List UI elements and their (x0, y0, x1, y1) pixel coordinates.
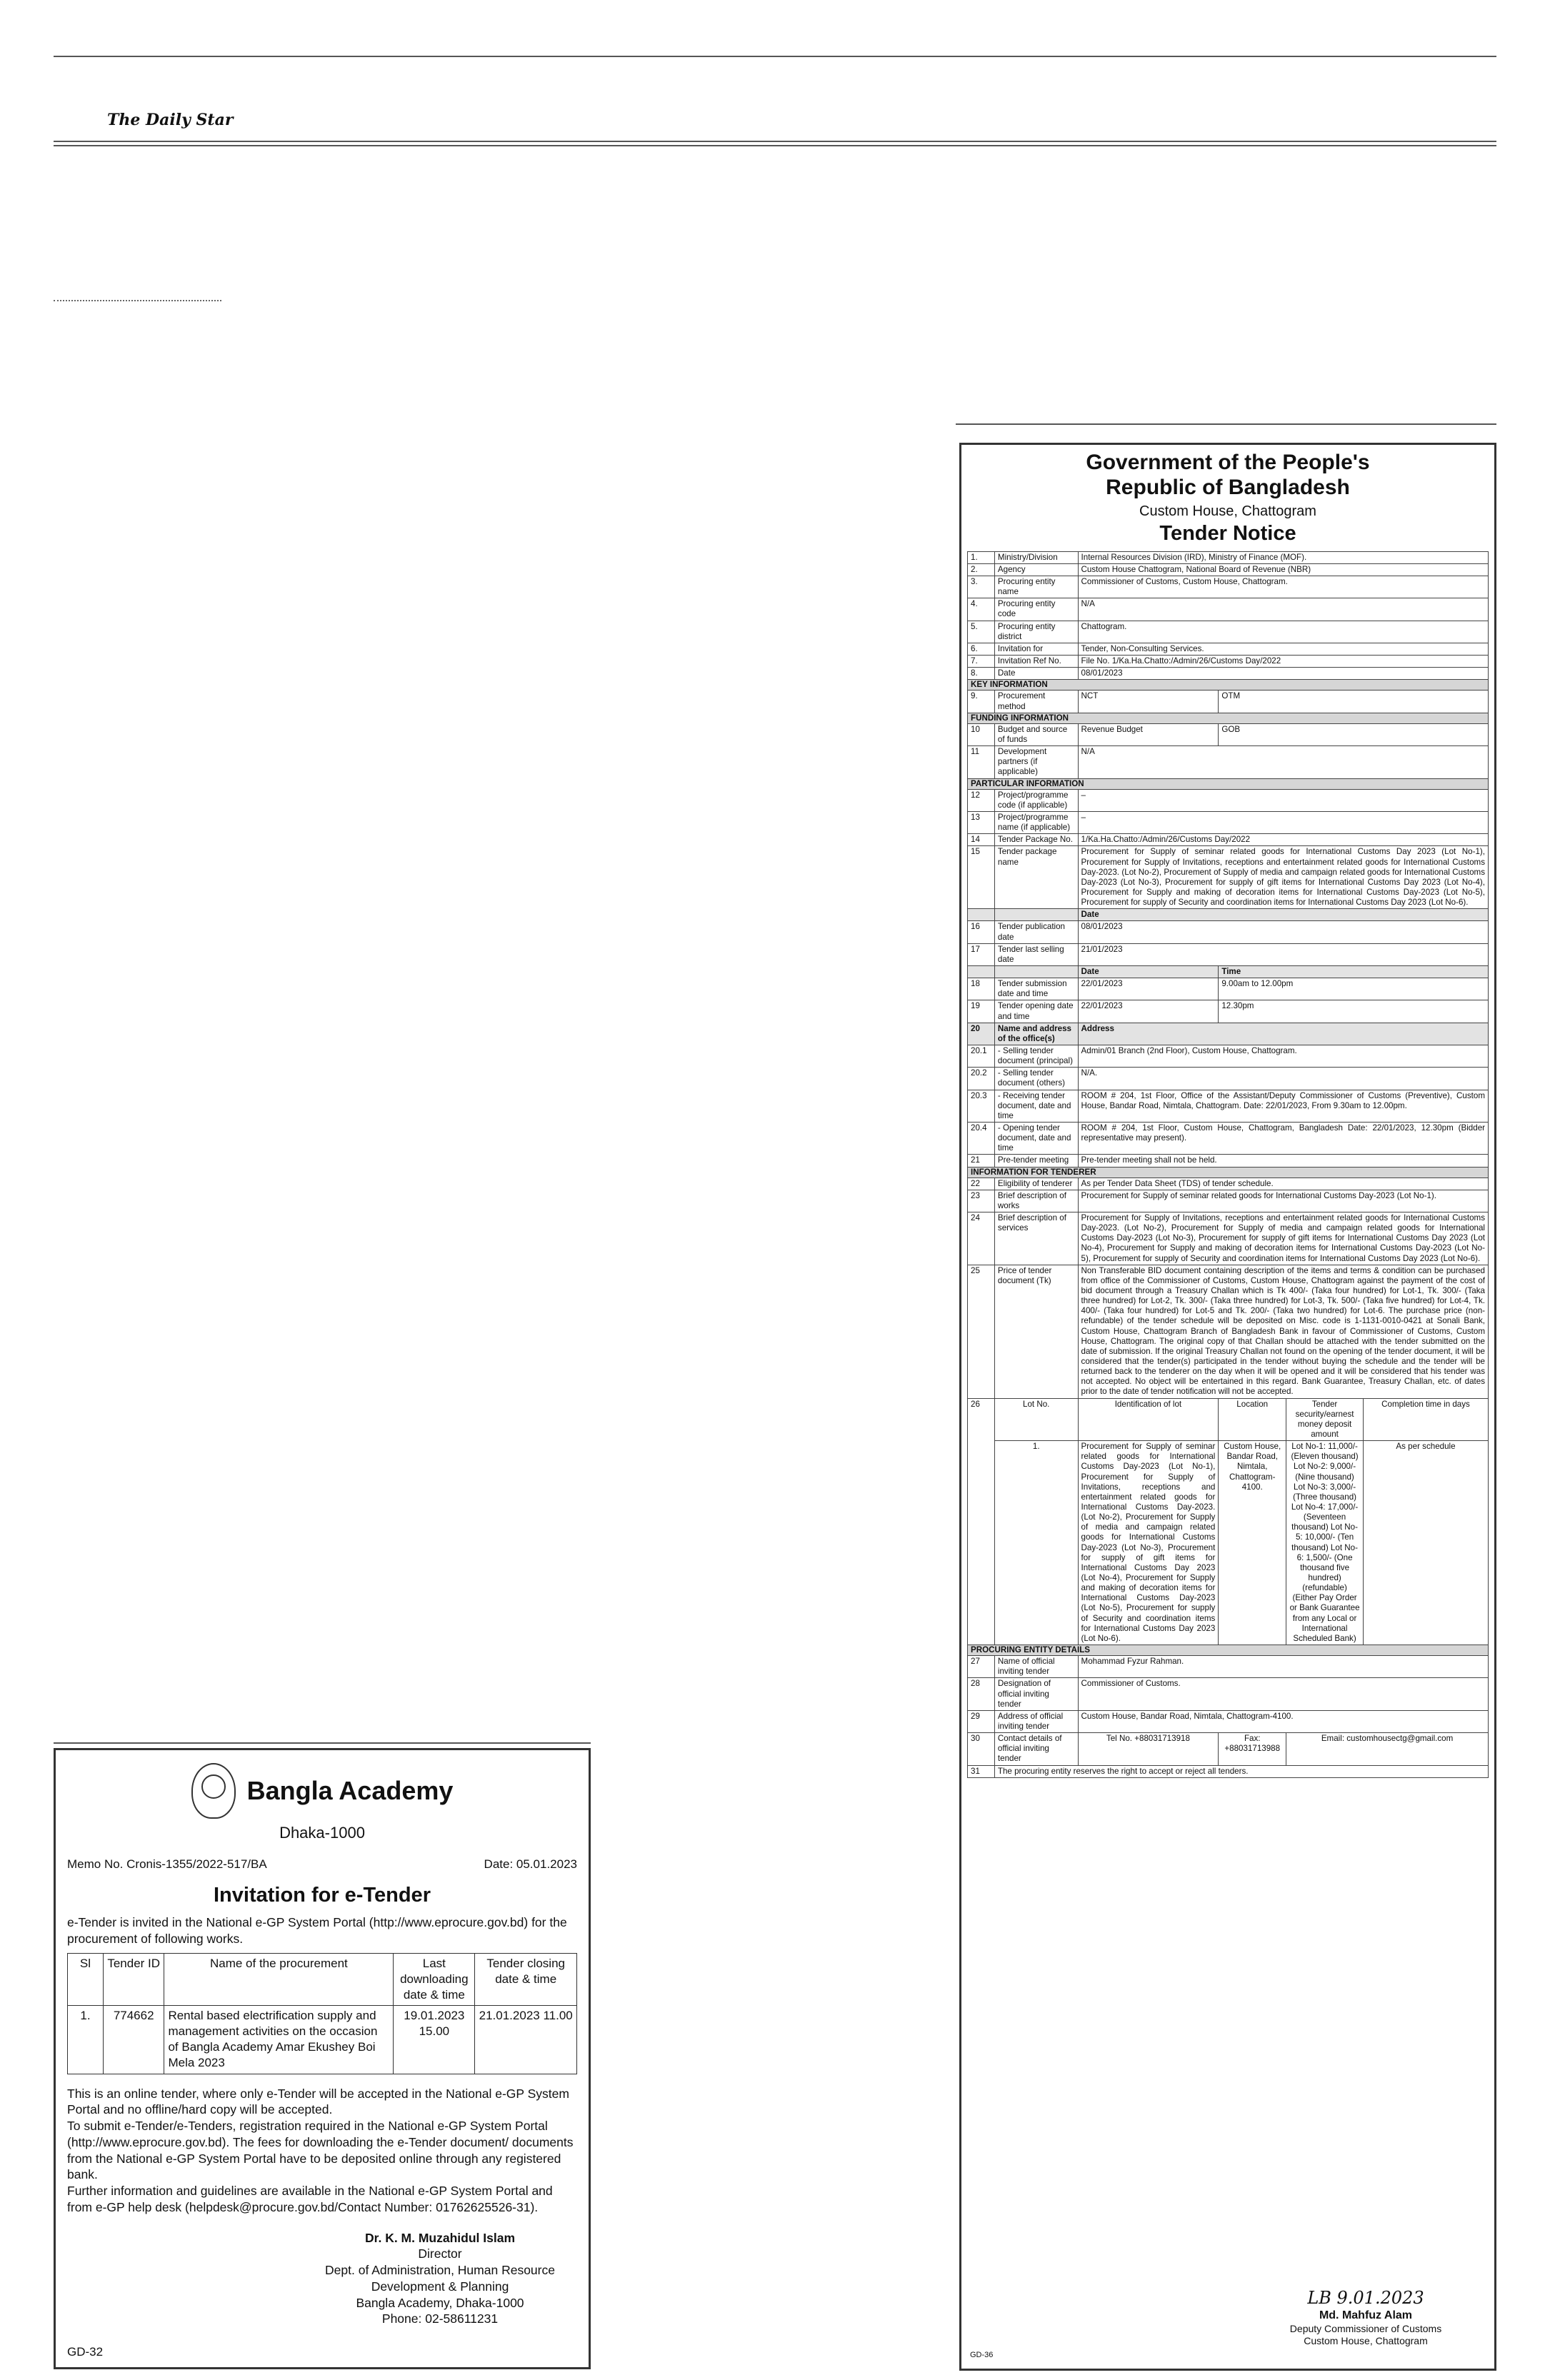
tn-value: Chattogram. (1078, 621, 1488, 643)
tn-lot-th: Completion time in days (1364, 1398, 1489, 1441)
tn-no: 30 (968, 1733, 995, 1765)
table-row (968, 834, 1489, 846)
table-row (968, 1733, 1489, 1765)
tn-label: Procurement method (994, 691, 1078, 713)
tn-value: 12.30pm (1219, 1000, 1489, 1023)
tn-date-label: Date (1078, 965, 1219, 978)
tn-label: Name and address of the office(s) (994, 1023, 1078, 1045)
tn-value: Address (1078, 1023, 1488, 1045)
tn-value: N/A (1078, 746, 1488, 778)
tn-value: ROOM # 204, 1st Floor, Office of the Assistant/Deputy Commissioner of Customs (Preventive), Custom House, Bandar Road, Nimtala, Chattogram. Date: 22/01/2023, From 9.30am to 12.00pm. (1078, 1090, 1488, 1122)
tn-label: Budget and source of funds (994, 723, 1078, 745)
tn-no: 20.4 (968, 1122, 995, 1154)
tn-no: 29 (968, 1710, 995, 1732)
tn-section-key (968, 680, 1489, 691)
table-row (968, 1265, 1489, 1398)
tn-title: Tender Notice (1159, 522, 1296, 546)
tn-label: Project/programme code (if applicable) (994, 789, 1078, 811)
table-row (968, 1678, 1489, 1710)
tn-label: Development partners (if applicable) (994, 746, 1078, 778)
tn-label: - Selling tender document (others) (994, 1068, 1078, 1090)
ba-cell-closing: 21.01.2023 11.00 (475, 2006, 577, 2074)
ba-signer-dept: Dept. of Administration, Human Resource Development & Planning (325, 2263, 555, 2294)
tn-tel: Tel No. +88031713918 (1078, 1733, 1219, 1765)
tn-lot-security: Lot No-1: 11,000/- (Eleven thousand) Lot No-2: 9,000/- (Nine thousand) Lot No-3: 3,000/- (Three thousand) Lot No-4: 17,000/- (Seventeen thousand) Lot No-5: 10,000/- (Ten thousand) Lot No-6: 1,500/- (One thousand five hundred) (refundable) (Either Pay Order or Bank Guarantee from any Local or International Scheduled Bank) (1286, 1441, 1364, 1645)
tn-no: 18 (968, 978, 995, 1000)
tn-no: 5. (968, 621, 995, 643)
ba-memo-row (67, 1857, 577, 1872)
ba-th-sl: Sl (68, 1953, 104, 2005)
tn-value: 22/01/2023 (1078, 978, 1219, 1000)
tn-no: 10 (968, 723, 995, 745)
table-row (968, 1765, 1489, 1777)
dotted-rule (54, 300, 221, 301)
tn-signature-block (1266, 2288, 1466, 2347)
tn-value: Procurement for Supply of Invitations, receptions and entertainment related goods for International Customs Day-2023. (Lot No-2), Procurement for Supply of media and campaign related goods for International Customs Day-2023 (Lot No-3), Procurement for supply of gift items for International Customs Day 2023 (Lot No-4), Procurement for Supply and making of decoration items for International Customs Day-2023 (Lot No-5), Procurement for supply of Security and coordination items for International Customs Day 2023 (Lot No-6). (1078, 1212, 1488, 1265)
table-row (968, 1212, 1489, 1265)
tn-no: 31 (968, 1765, 995, 1777)
bangla-academy-ad (54, 1748, 591, 2369)
tn-date-header (968, 909, 1489, 921)
tn-lot-header (968, 1398, 1489, 1441)
tn-value: Non Transferable BID document containing description of the items and terms & condition can be purchased from office of the Commissioner of Customs, Custom House, Chattogram against the payment of the cost of bid document through a Treasury Challan which is Tk 400/- (Taka four hundred) for Lot-1, Tk. 300/- (Taka three hundred) for Lot-2, Tk. 300/- (Taka three hundred) for Lot-3, Tk. 500/- (Taka five hundred) for Lot-4, Tk. 400/- (Taka four hundred) for Lot-5 and Tk. 200/- (Taka two hundred) for Lot-6. The purchase price (non-refundable) of the tender schedule will be deposited on Misc. code is 1-1131-0010-0421 at Sonali Bank, Custom House, Chattogram Branch of Bangladesh Bank in favour of Commissioner of Customs, Custom House, Chattogram. The original copy of that Challan should be attached with the tender submitted on the date of submission. If the original Treasury Challan not found on the opening of the tender document, it will be considered that the tender(s) participated in the tender without buying the schedule and the tender will be returned back to the tenderer on the day when it will be opened and it will be considered that his tender was not accepted. No object will be entertained in this regard. Bank Guarantee, Treasury Challan, etc. of dates prior to the date of tender notification will not be accepted. (1078, 1265, 1488, 1398)
tn-value: 08/01/2023 (1078, 921, 1488, 943)
ba-para-2: To submit e-Tender/e-Tenders, registration required in the National e-GP System Portal (http://www.eprocure.gov.bd). The fees for downloading the e-Tender document/ documents from the National e-GP System Portal have to be deposited online through any registered bank. (67, 2119, 574, 2182)
tn-value: Custom House Chattogram, National Board of Revenue (NBR) (1078, 563, 1488, 576)
tn-section-label: KEY INFORMATION (968, 680, 1489, 691)
tn-label: Name of official inviting tender (994, 1656, 1078, 1678)
ba-th-id: Tender ID (103, 1953, 164, 2005)
tn-no: 24 (968, 1212, 995, 1265)
ba-header (67, 1763, 577, 1819)
tn-value: 1/Ka.Ha.Chatto:/Admin/26/Customs Day/2022 (1078, 834, 1488, 846)
tn-lot-th: Tender security/earnest money deposit amount (1286, 1398, 1364, 1441)
ba-signature-block (303, 2230, 577, 2328)
tn-no: 15 (968, 846, 995, 909)
tn-blank (968, 965, 995, 978)
tn-value: ROOM # 204, 1st Floor, Custom House, Chattogram, Bangladesh Date: 22/01/2023, 12.30pm (Bidder representative may present). (1078, 1122, 1488, 1154)
ba-cell-last: 19.01.2023 15.00 (394, 2006, 475, 2074)
tn-label: Tender Package No. (994, 834, 1078, 846)
table-row (968, 1045, 1489, 1067)
ba-signer-phone: Phone: 02-58611231 (381, 2311, 499, 2326)
tn-no: 26 (968, 1398, 995, 1645)
ba-cell-sl: 1. (68, 2006, 104, 2074)
table-row (968, 668, 1489, 680)
tn-value: 21/01/2023 (1078, 943, 1488, 965)
tn-label: Ministry/Division (994, 551, 1078, 563)
ba-signer: Dr. K. M. Muzahidul Islam (364, 2230, 516, 2245)
tn-no: 7. (968, 656, 995, 668)
tn-value: 22/01/2023 (1078, 1000, 1219, 1023)
tn-value: Pre-tender meeting shall not be held. (1078, 1155, 1488, 1167)
tn-label: Date (994, 668, 1078, 680)
ba-title: Invitation for e-Tender (214, 1883, 431, 1907)
tn-label: Designation of official inviting tender (994, 1678, 1078, 1710)
ba-th-name: Name of the procurement (164, 1953, 394, 2005)
tn-value: File No. 1/Ka.Ha.Chatto:/Admin/26/Customs Day/2022 (1078, 656, 1488, 668)
ba-table-header (68, 1953, 577, 2005)
tn-label: Procuring entity name (994, 576, 1078, 598)
table-row (968, 656, 1489, 668)
table-row (968, 598, 1489, 621)
table-row (968, 576, 1489, 598)
tn-no: 6. (968, 643, 995, 655)
tn-lot-th: Lot No. (994, 1398, 1078, 1441)
table-row (968, 621, 1489, 643)
tn-no: 25 (968, 1265, 995, 1398)
table-row (968, 978, 1489, 1000)
tn-no: 3. (968, 576, 995, 598)
table-row (968, 1090, 1489, 1122)
ba-org-name: Bangla Academy (246, 1775, 454, 1805)
ba-intro: e-Tender is invited in the National e-GP System Portal (http://www.eprocure.gov.bd) for the procurement of following works. (67, 1915, 567, 1947)
tn-label: Price of tender document (Tk) (994, 1265, 1078, 1398)
tn-lot-location: Custom House, Bandar Road, Nimtala, Chattogram-4100. (1219, 1441, 1286, 1645)
ba-cell-id: 774662 (103, 2006, 164, 2074)
ba-th-closing: Tender closing date & time (475, 1953, 577, 2005)
tn-value: – (1078, 789, 1488, 811)
tn-label: Contact details of official inviting tender (994, 1733, 1078, 1765)
ba-gd-code: GD-32 (67, 2344, 104, 2359)
tn-label: Invitation for (994, 643, 1078, 655)
ba-date: Date: 05.01.2023 (484, 1857, 577, 1871)
tn-label: Tender publication date (994, 921, 1078, 943)
tn-label: Tender submission date and time (994, 978, 1078, 1000)
tn-value: Revenue Budget (1078, 723, 1219, 745)
tn-section-procuring (968, 1645, 1489, 1655)
tn-lot-th: Identification of lot (1078, 1398, 1219, 1441)
tn-no: 4. (968, 598, 995, 621)
tn-no: 17 (968, 943, 995, 965)
tn-label: Project/programme name (if applicable) (994, 812, 1078, 834)
tn-blank (994, 909, 1078, 921)
masthead-rule-1 (54, 141, 1496, 142)
top-rule (54, 56, 1496, 57)
tn-date-label: Date (1078, 909, 1488, 921)
tn-value: Commissioner of Customs. (1078, 1678, 1488, 1710)
tn-value: Commissioner of Customs, Custom House, Chattogram. (1078, 576, 1488, 598)
tn-signer-office: Custom House, Chattogram (1304, 2334, 1428, 2346)
tn-label: Brief description of services (994, 1212, 1078, 1265)
tn-lot-completion: As per schedule (1364, 1441, 1489, 1645)
tn-value: Custom House, Bandar Road, Nimtala, Chattogram-4100. (1078, 1710, 1488, 1732)
tn-no: 20.3 (968, 1090, 995, 1122)
tn-label: Tender last selling date (994, 943, 1078, 965)
tn-signer: Md. Mahfuz Alam (1319, 2309, 1413, 2322)
table-row (968, 1023, 1489, 1045)
table-row (968, 691, 1489, 713)
ba-signer-title: Director (418, 2246, 462, 2261)
ba-th-last: Last downloading date & time (394, 1953, 475, 2005)
table-row (968, 789, 1489, 811)
masthead: The Daily Star (107, 111, 234, 129)
table-row (968, 921, 1489, 943)
tn-lot-th: Location (1219, 1398, 1286, 1441)
tn-label: Invitation Ref No. (994, 656, 1078, 668)
tn-no: 12 (968, 789, 995, 811)
tn-section-label: INFORMATION FOR TENDERER (968, 1167, 1489, 1178)
tn-label: Tender opening date and time (994, 1000, 1078, 1023)
ba-tender-table (67, 1953, 577, 2074)
table-row (968, 746, 1489, 778)
tn-heading-2: Republic of Bangladesh (1106, 475, 1350, 499)
tn-no: 2. (968, 563, 995, 576)
tn-fax: Fax: +88031713988 (1219, 1733, 1286, 1765)
tn-value: The procuring entity reserves the right to accept or reject all tenders. (994, 1765, 1488, 1777)
tn-value: Mohammad Fyzur Rahman. (1078, 1656, 1488, 1678)
tn-label: Brief description of works (994, 1190, 1078, 1212)
tn-no: 19 (968, 1000, 995, 1023)
table-row (968, 943, 1489, 965)
tn-value: Internal Resources Division (IRD), Ministry of Finance (MOF). (1078, 551, 1488, 563)
table-row (968, 1155, 1489, 1167)
table-row (968, 1190, 1489, 1212)
tn-no: 28 (968, 1678, 995, 1710)
tn-no: 20 (968, 1023, 995, 1045)
tn-email: Email: customhousectg@gmail.com (1286, 1733, 1489, 1765)
masthead-rule-2 (54, 145, 1496, 146)
tn-time-label: Time (1219, 965, 1489, 978)
table-row (968, 643, 1489, 655)
tn-section-tenderer (968, 1167, 1489, 1178)
tn-label: Pre-tender meeting (994, 1155, 1078, 1167)
tn-label: - Receiving tender document, date and time (994, 1090, 1078, 1122)
tn-label: Address of official inviting tender (994, 1710, 1078, 1732)
tn-label: Tender package name (994, 846, 1078, 909)
ba-signer-addr: Bangla Academy, Dhaka-1000 (356, 2295, 524, 2310)
table-row (968, 1710, 1489, 1732)
ba-cell-name: Rental based electrification supply and management activities on the occasion of Bangla Academy Amar Ekushey Boi Mela 2023 (164, 2006, 394, 2074)
tn-label: Eligibility of tenderer (994, 1178, 1078, 1190)
tn-heading-1: Government of the People's (1086, 451, 1370, 474)
tn-no: 11 (968, 746, 995, 778)
tn-value: Tender, Non-Consulting Services. (1078, 643, 1488, 655)
ba-memo: Memo No. Cronis-1355/2022-517/BA (67, 1857, 267, 1871)
tn-no: 20.1 (968, 1045, 995, 1067)
tn-section-label: PARTICULAR INFORMATION (968, 778, 1489, 789)
tn-no: 1. (968, 551, 995, 563)
tn-blank (968, 909, 995, 921)
table-row (968, 551, 1489, 563)
tn-no: 23 (968, 1190, 995, 1212)
tn-value: Admin/01 Branch (2nd Floor), Custom House, Chattogram. (1078, 1045, 1488, 1067)
table-row (968, 723, 1489, 745)
tender-notice-ad (959, 443, 1496, 2371)
tn-section-label: PROCURING ENTITY DETAILS (968, 1645, 1489, 1655)
table-row (968, 846, 1489, 909)
tn-no: 22 (968, 1178, 995, 1190)
ba-org-city: Dhaka-1000 (279, 1824, 365, 1842)
tn-no: 27 (968, 1656, 995, 1678)
tn-label: - Opening tender document, date and time (994, 1122, 1078, 1154)
table-row (968, 1178, 1489, 1190)
tn-label: - Selling tender document (principal) (994, 1045, 1078, 1067)
tn-value: As per Tender Data Sheet (TDS) of tender schedule. (1078, 1178, 1488, 1190)
tn-table (967, 551, 1489, 1778)
bangla-academy-seal-icon (191, 1763, 236, 1819)
ba-para-1: This is an online tender, where only e-Tender will be accepted in the National e-GP System Portal and no offline/hard copy will be accepted. (67, 2086, 569, 2117)
tn-value: OTM (1219, 691, 1489, 713)
tn-no: 21 (968, 1155, 995, 1167)
table-row (968, 1000, 1489, 1023)
tn-value: GOB (1219, 723, 1489, 745)
tn-label: Procuring entity district (994, 621, 1078, 643)
tn-signer-title: Deputy Commissioner of Customs (1289, 2322, 1442, 2334)
tn-no: 8. (968, 668, 995, 680)
left-ad-rule (54, 1742, 591, 1744)
ba-para-3: Further information and guidelines are available in the National e-GP System Portal and from e-GP help desk (helpdesk@procure.gov.bd/Contact Number: 01762625526-31). (67, 2184, 553, 2214)
tn-section-label: FUNDING INFORMATION (968, 713, 1489, 723)
tn-no: 20.2 (968, 1068, 995, 1090)
tn-lot-ident: Procurement for Supply of seminar related goods for International Customs Day-2023 (Lot No-1), Procurement for Supply of Invitations, receptions and entertainment related goods for International Customs Day-2023. (Lot No-2), Procurement for Supply of media and campaign related goods for International Customs Day-2023 (Lot No-3), Procurement for supply of gift items for International Customs Day 2023 (Lot No-4), Procurement for Supply and making of decoration items for International Customs Day-2023 (Lot No-5), Procurement for supply of Security and coordination items for International Customs Day 2023 (Lot No-6). (1078, 1441, 1219, 1645)
tn-value: – (1078, 812, 1488, 834)
tn-lot-no: 1. (994, 1441, 1078, 1645)
tn-no: 9. (968, 691, 995, 713)
table-row (968, 563, 1489, 576)
tn-section-particular (968, 778, 1489, 789)
tn-blank (994, 965, 1078, 978)
table-row (968, 812, 1489, 834)
tn-value: 08/01/2023 (1078, 668, 1488, 680)
tn-label: Agency (994, 563, 1078, 576)
table-row (968, 1441, 1489, 1645)
table-row (968, 1656, 1489, 1678)
tn-no: 13 (968, 812, 995, 834)
tn-value: NCT (1078, 691, 1219, 713)
tn-value: N/A (1078, 598, 1488, 621)
tn-signature: LB 9.01.2023 (1307, 2288, 1424, 2309)
table-row (968, 1122, 1489, 1154)
tn-date-time-header (968, 965, 1489, 978)
tn-value: N/A. (1078, 1068, 1488, 1090)
table-row (968, 1068, 1489, 1090)
table-row (68, 2006, 577, 2074)
tn-office: Custom House, Chattogram (1139, 503, 1316, 519)
tn-value: Procurement for Supply of seminar related goods for International Customs Day 2023 (Lot No-1), Procurement for Supply of Invitations, receptions and entertainment related goods for International Customs Day-2023. (Lot No-2), Procurement of Supply of media and campaign related goods for International Customs Day-2023 (Lot No-3), Procurement for supply of gift items for International Customs Day 2023 (Lot No-4), Procurement for Supply and making of decoration items for International Customs Day-2023 (Lot No-5), Procurement for supply of Security and coordination items for International Customs Day 2023 (Lot No-6). (1078, 846, 1488, 909)
tn-no: 14 (968, 834, 995, 846)
tn-value: 9.00am to 12.00pm (1219, 978, 1489, 1000)
tn-value: Procurement for Supply of seminar related goods for International Customs Day-2023 (Lot No-1). (1078, 1190, 1488, 1212)
tn-label: Procuring entity code (994, 598, 1078, 621)
column-rule (956, 423, 1496, 425)
tn-gd-code: GD-36 (970, 2350, 994, 2359)
tn-section-funding (968, 713, 1489, 723)
tn-no: 16 (968, 921, 995, 943)
